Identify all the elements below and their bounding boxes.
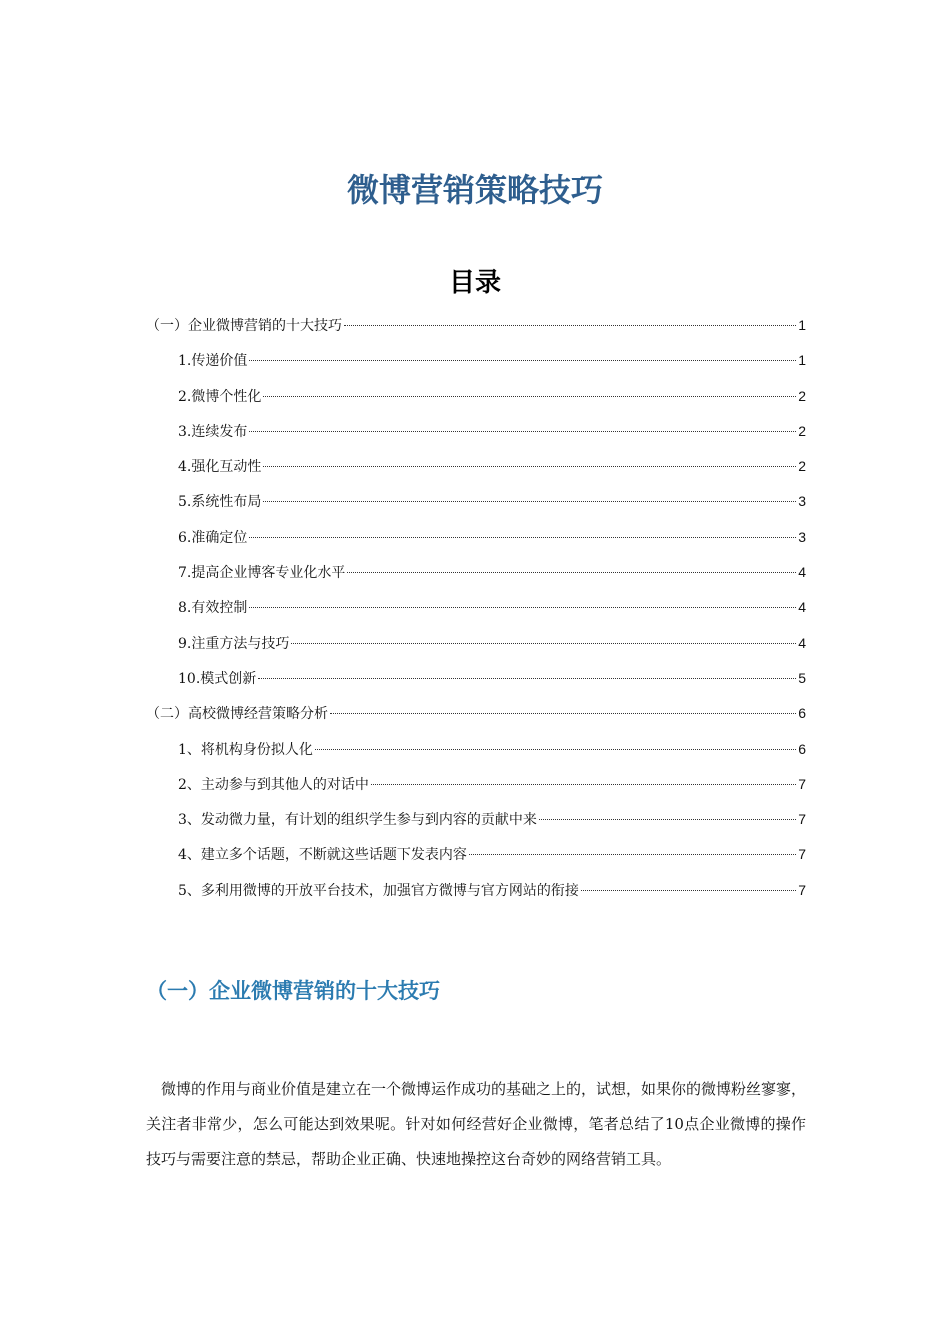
toc-entry[interactable] [146,877,806,912]
toc-entry[interactable] [146,559,806,594]
toc-entry-label: 2.微博个性化 [178,388,262,405]
toc-leader-dots [249,537,796,538]
toc-page-number: 1 [798,352,806,369]
toc-entry-label: 5.系统性布局 [178,494,262,511]
toc-entry-label: 6.准确定位 [178,529,248,546]
toc-page-number: 5 [798,669,806,686]
toc-leader-dots [258,678,796,679]
toc-leader-dots [249,431,796,432]
toc-entry-label: 8.有效控制 [178,600,248,617]
toc-page-number: 7 [798,775,806,792]
toc-leader-dots [344,325,796,326]
toc-entry-label: 3、发动微力量，有计划的组织学生参与到内容的贡献中来 [178,812,537,829]
toc-page-number: 7 [798,811,806,828]
toc-page-number: 4 [798,599,806,616]
toc-leader-dots [581,890,796,891]
table-of-contents [146,312,806,912]
toc-entry[interactable] [146,453,806,488]
toc-entry[interactable] [146,736,806,771]
toc-page-number: 2 [798,387,806,404]
toc-entry[interactable] [146,806,806,841]
toc-entry[interactable] [146,594,806,629]
toc-page-number: 1 [798,317,806,333]
toc-leader-dots [291,643,796,644]
toc-entry[interactable] [146,488,806,523]
toc-entry[interactable] [146,383,806,418]
toc-leader-dots [263,396,796,397]
toc-entry[interactable] [146,418,806,453]
toc-entry[interactable] [146,771,806,806]
toc-page-number: 4 [798,634,806,651]
toc-page-number: 7 [798,881,806,898]
toc-entry-label: 7.提高企业博客专业化水平 [178,565,346,582]
toc-leader-dots [539,819,796,820]
toc-heading: 目录 [448,268,501,298]
toc-entry-label: 1、将机构身份拟人化 [178,741,313,758]
toc-leader-dots [315,749,796,750]
toc-leader-dots [249,607,796,608]
toc-page-number: 2 [798,422,806,439]
toc-entry[interactable] [146,841,806,876]
toc-entry[interactable] [146,347,806,382]
toc-entry-label: 2、主动参与到其他人的对话中 [178,776,369,793]
toc-entry[interactable] [146,700,806,735]
toc-entry-label: （二）高校微博经营策略分析 [146,706,328,723]
toc-leader-dots [371,784,796,785]
toc-entry-label: 9.注重方法与技巧 [178,635,290,652]
section-heading: （一）企业微博营销的十大技巧 [146,978,440,1003]
toc-page-number: 2 [798,458,806,475]
body-paragraph: 微博的作用与商业价值是建立在一个微博运作成功的基础之上的，试想，如果你的微博粉丝寥寥，关注者非常少，怎么可能达到效果呢。针对如何经营好企业微博，笔者总结了10点企业微博的操作技巧与需要注意的禁忌，帮助企业正确、快速地操控这台奇妙的网络营销工具。 [146,1080,807,1168]
toc-leader-dots [469,854,796,855]
toc-leader-dots [249,360,796,361]
toc-entry-label: 5、多利用微博的开放平台技术，加强官方微博与官方网站的衔接 [178,882,579,899]
toc-entry-label: 4.强化互动性 [178,459,262,476]
toc-page-number: 3 [798,528,806,545]
toc-entry[interactable] [146,630,806,665]
toc-entry[interactable] [146,665,806,700]
toc-entry-label: 1.传递价值 [178,353,248,370]
toc-page-number: 6 [798,740,806,757]
toc-entry[interactable] [146,312,806,347]
document-title: 微博营销策略技巧 [346,171,603,209]
toc-entry-label: 3.连续发布 [178,423,248,440]
toc-entry-label: 4、建立多个话题，不断就这些话题下发表内容 [178,847,467,864]
toc-page-number: 6 [798,705,806,722]
toc-leader-dots [330,713,796,714]
toc-leader-dots [263,466,796,467]
toc-page-number: 3 [798,493,806,510]
toc-entry-label: （一）企业微博营销的十大技巧 [146,318,342,334]
toc-page-number: 7 [798,846,806,863]
toc-leader-dots [263,501,796,502]
toc-page-number: 4 [798,564,806,581]
toc-entry[interactable] [146,524,806,559]
toc-entry-label: 10.模式创新 [178,670,257,687]
toc-leader-dots [347,572,796,573]
